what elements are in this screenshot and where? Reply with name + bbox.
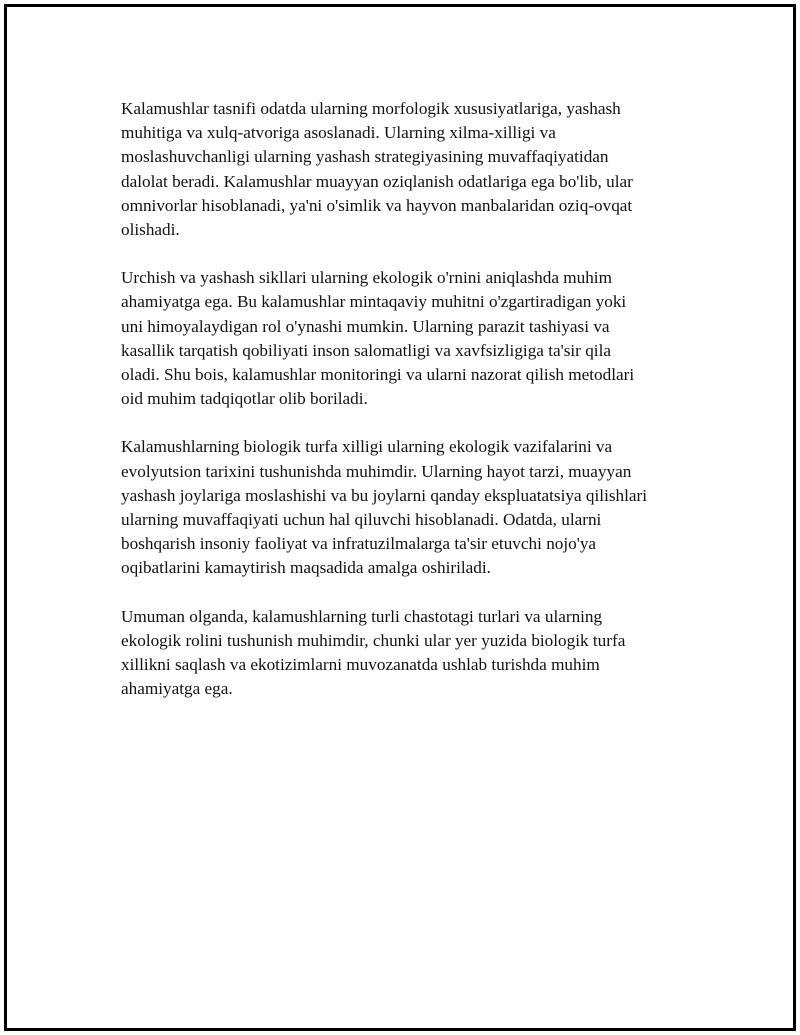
paragraph-2: Urchish va yashash sikllari ularning ekologik o'rnini aniqlashda muhim ahamiyatga ega. Bu kalamushlar mintaqaviy muhitni o'zgartiradigan yoki uni himoyalaydigan rol o'ynashi mumkin. Ularning parazit tashiyasi va kasallik tarqatish qobiliyati inson salomatligi va xavfsizligiga ta'sir qila oladi. Shu bois, kalamushlar monitoringi va ularni nazorat qilish metodlari oid muhim tadqiqotlar olib boriladi.	[121, 268, 635, 409]
paragraph-3: Kalamushlarning biologik turfa xilligi ularning ekologik vazifalarini va evolyutsion tarixini tushunishda muhimdir. Ularning hayot tarzi, muayyan yashash joylariga moslashishi va bu joylarni qanday ekspluatatsiya qilishlari ularning muvaffaqiyati uchun hal qiluvchi hisoblanadi. Odatda, ularni boshqarish insoniy faoliyat va infratuzilmalarga ta'sir etuvchi nojo'ya oqibatlarini kamaytirish maqsadida amalga oshiriladi.	[121, 437, 648, 578]
paragraph-4: Umuman olganda, kalamushlarning turli chastotagi turlari va ularning ekologik rolini tushunish muhimdir, chunki ular yer yuzida biologik turfa xillikni saqlash va ekotizimlarni muvozanatda ushlab turishda muhim ahamiyatga ega.	[121, 606, 626, 699]
page-frame	[4, 4, 796, 1031]
document-body	[121, 97, 696, 725]
paragraph-1: Kalamushlar tasnifi odatda ularning morfologik xususiyatlariga, yashash muhitiga va xulq-atvoriga asoslanadi. Ularning xilma-xilligi va moslashuvchanligi ularning yashash strategiyasining muvaffaqiyatidan dalolat beradi. Kalamushlar muayyan oziqlanish odatlariga ega bo'lib, ular omnivorlar hisoblanadi, ya'ni o'simlik va hayvon manbalaridan oziq-ovqat olishadi.	[121, 99, 633, 240]
